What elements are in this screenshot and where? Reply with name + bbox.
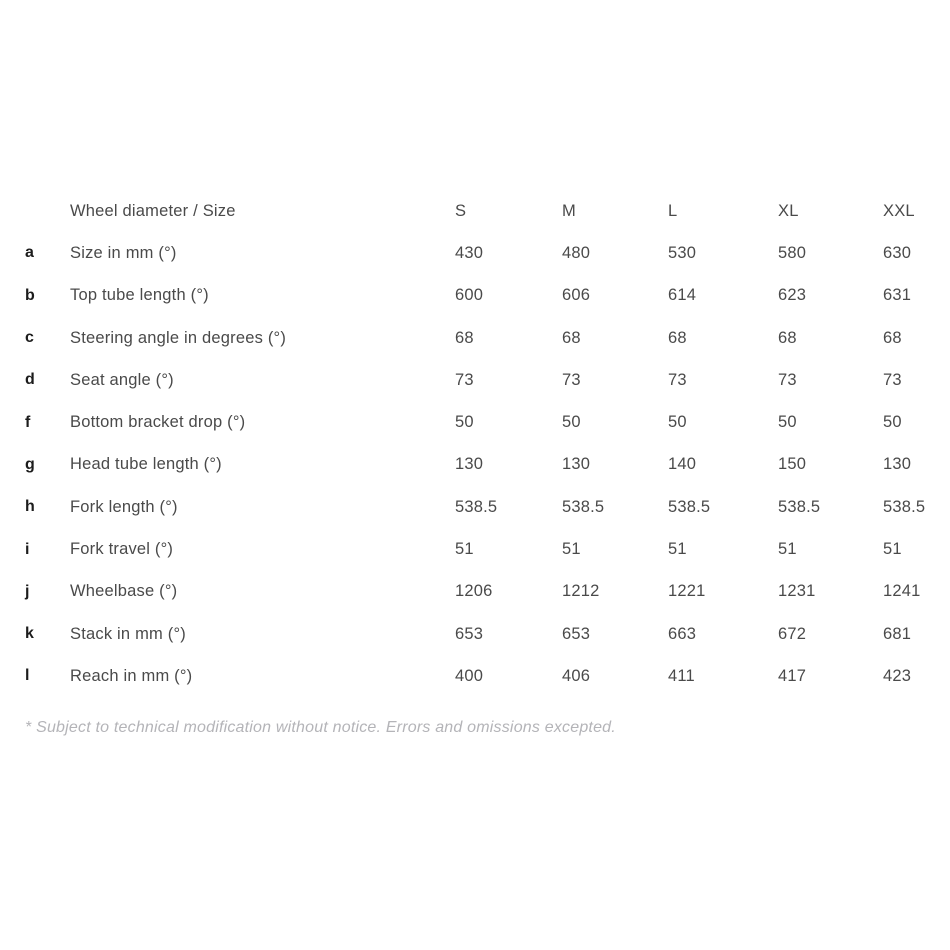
footnote: * Subject to technical modification without notice. Errors and omissions excepted. xyxy=(25,719,616,736)
header-size-s: S xyxy=(455,201,467,220)
row-value: 51 xyxy=(778,540,797,559)
row-value: 68 xyxy=(455,328,474,347)
table-row xyxy=(25,232,950,274)
row-value: 580 xyxy=(778,243,807,262)
row-key: b xyxy=(25,286,35,304)
row-value: 51 xyxy=(883,540,902,559)
row-label: Top tube length (°) xyxy=(70,286,209,305)
header-size-xl: XL xyxy=(778,201,799,220)
row-label: Stack in mm (°) xyxy=(70,624,186,643)
row-label: Steering angle in degrees (°) xyxy=(70,328,287,347)
row-key: g xyxy=(25,455,35,473)
row-value: 140 xyxy=(668,455,697,474)
row-value: 51 xyxy=(455,540,474,559)
row-label: Fork length (°) xyxy=(70,497,178,516)
row-value: 51 xyxy=(562,540,581,559)
row-value: 130 xyxy=(562,455,591,474)
row-key: k xyxy=(25,625,35,643)
header-size-xxl: XXL xyxy=(883,201,915,220)
row-value: 73 xyxy=(562,370,581,389)
row-value: 1212 xyxy=(562,582,600,601)
row-value: 663 xyxy=(668,624,697,643)
row-value: 68 xyxy=(668,328,687,347)
row-key: c xyxy=(25,329,35,347)
row-value: 430 xyxy=(455,243,484,262)
row-value: 530 xyxy=(668,243,697,262)
row-key: a xyxy=(25,244,35,262)
row-value: 653 xyxy=(562,624,591,643)
row-value: 50 xyxy=(455,413,474,432)
row-value: 50 xyxy=(562,413,581,432)
row-value: 606 xyxy=(562,286,591,305)
row-value: 538.5 xyxy=(562,497,605,516)
header-size-m: M xyxy=(562,201,576,220)
row-value: 538.5 xyxy=(778,497,821,516)
row-key: i xyxy=(25,540,30,558)
table-row xyxy=(25,359,950,401)
row-value: 631 xyxy=(883,286,912,305)
row-value: 73 xyxy=(455,370,474,389)
row-value: 50 xyxy=(668,413,687,432)
row-label: Head tube length (°) xyxy=(70,455,222,474)
row-value: 400 xyxy=(455,666,484,685)
row-value: 423 xyxy=(883,666,912,685)
table-row xyxy=(25,486,950,528)
row-value: 623 xyxy=(778,286,807,305)
header-label: Wheel diameter / Size xyxy=(70,201,236,220)
table-row xyxy=(25,401,950,443)
row-value: 73 xyxy=(668,370,687,389)
row-key: f xyxy=(25,413,31,431)
row-value: 73 xyxy=(883,370,902,389)
row-value: 672 xyxy=(778,624,807,643)
table-row xyxy=(25,655,950,697)
table-row xyxy=(25,571,950,613)
row-value: 68 xyxy=(883,328,902,347)
row-value: 600 xyxy=(455,286,484,305)
row-key: d xyxy=(25,371,35,389)
row-label: Fork travel (°) xyxy=(70,540,174,559)
table-row xyxy=(25,444,950,486)
row-value: 50 xyxy=(778,413,797,432)
row-value: 630 xyxy=(883,243,912,262)
row-value: 73 xyxy=(778,370,797,389)
row-value: 130 xyxy=(883,455,912,474)
row-key: j xyxy=(25,582,30,600)
row-value: 1206 xyxy=(455,582,493,601)
table-header-row xyxy=(25,190,950,232)
row-value: 150 xyxy=(778,455,807,474)
row-key: h xyxy=(25,498,35,516)
row-value: 1241 xyxy=(883,582,921,601)
row-label: Bottom bracket drop (°) xyxy=(70,413,246,432)
row-value: 538.5 xyxy=(883,497,926,516)
row-value: 51 xyxy=(668,540,687,559)
table-row xyxy=(25,613,950,655)
table-row xyxy=(25,528,950,570)
table-row xyxy=(25,317,950,359)
row-value: 614 xyxy=(668,286,697,305)
row-value: 1231 xyxy=(778,582,816,601)
geometry-table xyxy=(25,190,950,698)
row-value: 68 xyxy=(778,328,797,347)
row-value: 1221 xyxy=(668,582,706,601)
row-label: Seat angle (°) xyxy=(70,370,174,389)
row-value: 50 xyxy=(883,413,902,432)
row-value: 538.5 xyxy=(668,497,711,516)
row-value: 538.5 xyxy=(455,497,498,516)
header-size-l: L xyxy=(668,201,678,220)
row-value: 130 xyxy=(455,455,484,474)
row-value: 417 xyxy=(778,666,807,685)
row-value: 681 xyxy=(883,624,912,643)
row-value: 480 xyxy=(562,243,591,262)
row-label: Wheelbase (°) xyxy=(70,582,178,601)
row-label: Reach in mm (°) xyxy=(70,666,193,685)
row-label: Size in mm (°) xyxy=(70,243,177,262)
row-value: 411 xyxy=(668,666,695,685)
row-key: l xyxy=(25,667,30,685)
row-value: 653 xyxy=(455,624,484,643)
row-value: 68 xyxy=(562,328,581,347)
table-row xyxy=(25,275,950,317)
row-value: 406 xyxy=(562,666,591,685)
